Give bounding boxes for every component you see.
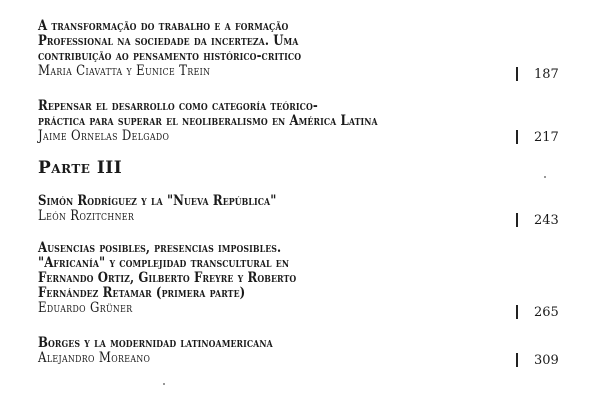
entry-title-line: contribuição ao pensamento histórico-critico [38, 48, 302, 64]
scan-speck [544, 176, 546, 178]
entry-title-line: Borges y la modernidad latinoamericana [38, 335, 273, 351]
entry-page-ref [516, 130, 578, 146]
toc-entry [38, 193, 578, 228]
toc-entry [38, 240, 578, 320]
entry-page-number: 309 [534, 353, 559, 368]
entry-author: Alejandro Moreano [38, 350, 151, 366]
entry-page-number: 243 [534, 213, 559, 228]
entry-page-number: 217 [534, 130, 559, 145]
entry-author: Jaime Ornelas Delgado [38, 128, 170, 144]
page-divider [516, 213, 518, 227]
page-divider [516, 305, 518, 319]
page-divider [516, 67, 518, 81]
entry-title-line: Professional na sociedade da incerteza. Uma [38, 33, 299, 49]
entry-title-line: práctica para superar el neoliberalismo en América Latina [38, 113, 378, 129]
toc-entry [38, 99, 578, 144]
entry-page-ref [516, 213, 578, 229]
entry-page-number: 187 [534, 67, 559, 82]
scan-speck [163, 383, 165, 385]
entry-title-line: Fernández Retamar (primera parte) [38, 285, 246, 301]
entry-title-line: Simón Rodríguez y la "Nueva República" [38, 193, 277, 209]
entry-page-ref [516, 305, 578, 321]
entry-author: León Rozitchner [38, 208, 135, 224]
entry-page-ref [516, 67, 578, 83]
entry-author: Eduardo Grüner [38, 300, 133, 316]
entry-page-ref [516, 353, 578, 369]
entry-title-line: "Africanía" y complejidad transcultural en [38, 255, 290, 271]
entry-title-line: Ausencias posibles, presencias imposibles. [38, 240, 282, 256]
entry-author: Maria Ciavatta y Eunice Trein [38, 63, 211, 79]
section-heading: Parte III [38, 158, 123, 178]
entry-page-number: 265 [534, 305, 559, 320]
toc-entry [38, 336, 578, 366]
page-divider [516, 130, 518, 144]
entry-title-line: Repensar el desarrollo como categoría teórico- [38, 98, 318, 114]
toc-entry [38, 18, 578, 82]
entry-title-line: Fernando Ortiz, Gilberto Freyre y Roberto [38, 270, 297, 286]
entry-title-line: A transformação do trabalho e a formação [38, 18, 289, 34]
page-divider [516, 353, 518, 367]
